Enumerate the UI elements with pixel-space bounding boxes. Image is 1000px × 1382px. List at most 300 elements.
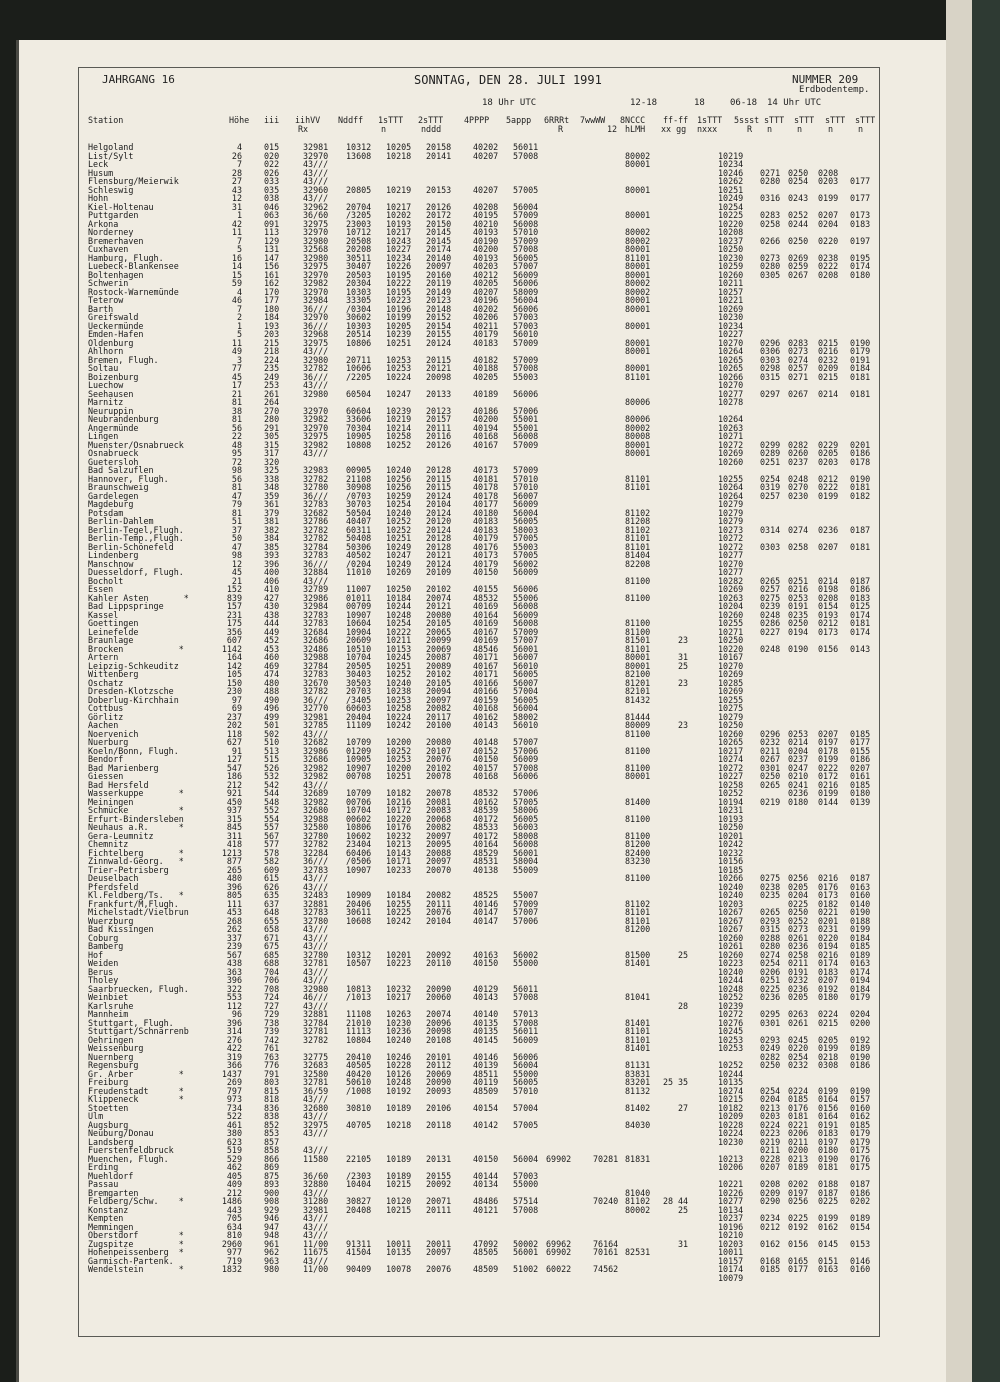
cell-c2: 32784: [303, 541, 329, 552]
cell-c3: 50610: [346, 1077, 372, 1087]
cell-hoe: 59: [231, 278, 242, 288]
cell-c10: 80001: [625, 660, 651, 671]
cell-c7: 56009: [513, 754, 539, 764]
cell-hoe: 1437: [221, 1068, 242, 1079]
cell-hoe: 443: [226, 1204, 242, 1215]
cell-c4: 10269: [386, 567, 412, 577]
cell-c1: 480: [264, 677, 280, 688]
cell-c16: 0251: [788, 575, 809, 586]
cell-c6: 48539: [473, 805, 499, 815]
cell-c1: 177: [264, 295, 280, 305]
station-name: Brocken *: [88, 643, 184, 654]
station-name: Hannover, Flugh.: [88, 473, 169, 484]
cell-c3: 11007: [346, 584, 372, 594]
cell-c2: 32680: [303, 805, 329, 815]
cell-c13: 10221: [718, 295, 744, 305]
cell-c3: 10905: [346, 431, 372, 441]
cell-c1: 427: [264, 592, 280, 603]
cell-c2: 43///: [303, 159, 329, 169]
cell-c5: 20011: [426, 1238, 452, 1249]
cell-c18: 0183: [850, 218, 871, 229]
station-name: Zinnwald-Georg. *: [88, 856, 184, 866]
cell-c18: 0125: [850, 601, 871, 611]
station-name: Wasserkuppe *: [88, 788, 184, 798]
station-name: Leinefelde: [88, 626, 139, 637]
cell-c16: 0181: [788, 1111, 809, 1121]
cell-c18: 0184: [850, 363, 871, 373]
cell-c13: 10273: [718, 524, 744, 535]
cell-c4: 10252: [386, 524, 412, 535]
cell-hoe: 230: [226, 686, 242, 696]
cell-c7: 56005: [513, 516, 539, 526]
cell-c3: 40420: [346, 1068, 372, 1079]
cell-hoe: 81: [231, 507, 242, 518]
cell-c3: 20805: [346, 184, 372, 195]
cell-c7: 57005: [513, 796, 539, 807]
cell-c17: 0145: [818, 1238, 839, 1249]
cell-c3: 10602: [346, 830, 372, 841]
cell-c1: 382: [264, 524, 280, 535]
cell-c16: 0202: [788, 1179, 809, 1189]
cell-c5: 20070: [426, 864, 452, 875]
cell-c7: 57008: [513, 244, 539, 254]
cell-c10: 80001: [625, 439, 651, 450]
col-nddff: Nddff: [338, 115, 364, 125]
cell-hoe: 418: [226, 839, 242, 849]
cell-c10: 82400: [625, 847, 651, 858]
cell-c12: 31: [678, 1238, 689, 1249]
station-name: Braunschweig: [88, 482, 149, 492]
cell-c15: 0223: [760, 1128, 781, 1138]
station-name: Leipzig-Schkeuditz: [88, 660, 179, 671]
cell-hoe: 1: [236, 320, 242, 331]
cell-c4: 10251: [386, 533, 412, 543]
cell-c4: 10189: [386, 1102, 412, 1113]
cell-c13: 10261: [718, 941, 744, 951]
cell-hoe: 973: [226, 1094, 242, 1104]
cell-c6: 40183: [473, 524, 499, 535]
cell-c16: 0176: [788, 1102, 809, 1113]
cell-c6: 40208: [473, 201, 499, 212]
station-name: Gr. Arber *: [88, 1068, 184, 1079]
cell-c1: 131: [264, 244, 280, 254]
cell-c4: 10199: [386, 312, 412, 322]
cell-c6: 40179: [473, 533, 499, 543]
cell-c17: 0156: [818, 1102, 839, 1113]
station-name: Noervenich: [88, 728, 139, 739]
cell-hoe: 111: [226, 898, 242, 909]
cell-c7: 57005: [513, 533, 539, 543]
cell-c17: 0199: [818, 1043, 839, 1053]
cell-c4: 10254: [386, 618, 412, 628]
cell-c10: 80001: [625, 448, 651, 458]
cell-c1: 857: [264, 1136, 280, 1147]
cell-c5: 20069: [426, 643, 452, 654]
cell-hoe: 462: [226, 1162, 242, 1172]
station-name: Nuerburg: [88, 737, 129, 747]
cell-c5: 20145: [426, 227, 452, 237]
cell-c6: 40147: [473, 915, 499, 926]
cell-c18: 0173: [850, 210, 871, 220]
cell-c4: 10172: [386, 805, 412, 815]
cell-c2: 46///: [303, 992, 329, 1002]
cell-c4: 10182: [386, 788, 412, 798]
cell-c10: 80001: [625, 210, 651, 220]
cell-hoe: 356: [226, 626, 242, 637]
cell-c2: 32775: [303, 1051, 329, 1062]
cell-c5: 20080: [426, 737, 452, 747]
cell-c10: 80001: [625, 320, 651, 331]
cell-c7: 56009: [513, 1034, 539, 1045]
cell-c6: 40180: [473, 507, 499, 518]
station-name: Trier-Petrisberg: [88, 864, 169, 875]
cell-hoe: 26: [231, 150, 242, 161]
cell-c13: 10257: [718, 286, 744, 297]
cell-hoe: 363: [226, 966, 242, 977]
cell-c13: 10079: [718, 1272, 744, 1283]
cell-c15: 0293: [760, 1034, 781, 1045]
cell-c4: 10244: [386, 601, 412, 611]
cell-c7: 55006: [513, 592, 539, 603]
cell-c7: 57008: [513, 1204, 539, 1215]
cell-c6: 40178: [473, 482, 499, 492]
cell-c1: 838: [264, 1111, 280, 1121]
cell-c1: 853: [264, 1128, 280, 1138]
cell-c3: 30602: [346, 312, 372, 322]
cell-c18: 0191: [850, 354, 871, 365]
h18-label: 18: [694, 98, 705, 108]
cell-c6: 40210: [473, 218, 499, 229]
cell-c10: 80001: [625, 261, 651, 271]
cell-c17: 0216: [818, 949, 839, 960]
cell-c4: 10202: [386, 210, 412, 220]
cell-hoe: 77: [231, 363, 242, 373]
cell-c16: 0220: [788, 1043, 809, 1053]
cell-c15: 0265: [760, 575, 781, 586]
station-name: Bad Salzuflen: [88, 465, 154, 475]
cell-c17: 0216: [818, 346, 839, 356]
cell-c10: 81101: [625, 533, 651, 543]
cell-c15: 0206: [760, 966, 781, 977]
cell-c16: 0205: [788, 992, 809, 1002]
cell-c17: 0222: [818, 762, 839, 773]
cell-c6: 40183: [473, 516, 499, 526]
cell-c2: 32982: [303, 414, 329, 424]
cell-c3: 10404: [346, 1179, 372, 1189]
cell-c13: 10250: [718, 720, 744, 730]
col-sttt1: sTTT: [764, 115, 785, 125]
cell-c4: 10243: [386, 235, 412, 246]
cell-c2: 32988: [303, 813, 329, 824]
station-name: Bendorf: [88, 754, 124, 764]
cell-c6: 48531: [473, 856, 499, 866]
cell-c3: /0506: [346, 856, 372, 866]
cell-c5: 20118: [426, 1119, 452, 1130]
cell-c1: 430: [264, 601, 280, 611]
cell-c7: 56005: [513, 694, 539, 705]
cell-c2: 36///: [303, 694, 329, 705]
cell-c3: 10704: [346, 652, 372, 662]
cell-c16: 0214: [788, 737, 809, 747]
cell-c6: 40155: [473, 584, 499, 594]
cell-c5: 20124: [426, 337, 452, 348]
cell-c4: 10143: [386, 847, 412, 858]
cell-c3: 30503: [346, 677, 372, 688]
cell-c12: 35: [678, 1077, 689, 1087]
cell-c16: 0156: [788, 1238, 809, 1249]
station-name: Barth: [88, 303, 114, 314]
cell-c2: 32983: [303, 465, 329, 475]
cell-c16: 0241: [788, 779, 809, 790]
cell-c9: 76164: [593, 1238, 619, 1249]
cell-c1: 474: [264, 669, 280, 679]
cell-c2: 43///: [303, 975, 329, 985]
station-name: Bad Hersfeld: [88, 779, 149, 790]
erdboden-label: Erdbodentemp.: [799, 85, 870, 95]
cell-c1: 803: [264, 1077, 280, 1087]
cell-c2: 43///: [303, 1230, 329, 1240]
cell-c15: 0273: [760, 252, 781, 263]
cell-c7: 56005: [513, 813, 539, 824]
station-name: Potsdam: [88, 507, 124, 518]
cell-c17: 0204: [818, 218, 839, 229]
cell-c5: 20081: [426, 796, 452, 807]
cell-c13: 10254: [718, 201, 744, 212]
cell-c3: 33606: [346, 414, 372, 424]
cell-c13: 10270: [718, 337, 744, 348]
cell-c5: 20172: [426, 210, 452, 220]
cell-c4: 10224: [386, 371, 412, 382]
cell-c13: 10242: [718, 839, 744, 849]
cell-c17: 0178: [818, 745, 839, 756]
cell-c4: 10253: [386, 754, 412, 764]
cell-c7: 56008: [513, 218, 539, 229]
station-name: Berlin-Dahlem: [88, 516, 154, 526]
cell-c4: 10214: [386, 422, 412, 433]
cell-c1: 359: [264, 490, 280, 501]
station-name: Leck: [88, 159, 109, 169]
cell-c3: 40705: [346, 1119, 372, 1130]
cell-c16: 0243: [788, 193, 809, 203]
cell-c8: 60022: [546, 1264, 572, 1274]
cell-c16: 0259: [788, 261, 809, 271]
cell-c4: 10193: [386, 218, 412, 229]
cell-c6: 40173: [473, 550, 499, 560]
cell-c1: 738: [264, 1017, 280, 1028]
cell-c18: 0178: [850, 456, 871, 467]
cell-c2: 43///: [303, 1128, 329, 1138]
cell-c7: 56003: [513, 822, 539, 832]
cell-c5: 20083: [426, 805, 452, 815]
cell-hoe: 202: [226, 720, 242, 730]
cell-c16: 0263: [788, 1009, 809, 1019]
cell-c13: 10255: [718, 694, 744, 705]
cell-c7: 57013: [513, 1009, 539, 1019]
cell-c6: 40172: [473, 813, 499, 824]
cell-c6: 40176: [473, 541, 499, 552]
cell-c1: 469: [264, 660, 280, 671]
cell-c3: 10806: [346, 822, 372, 832]
cell-hoe: 567: [226, 949, 242, 960]
cell-c6: 40169: [473, 635, 499, 645]
cell-c2: 32970: [303, 286, 329, 297]
col-iii: iii: [264, 115, 280, 125]
cell-c4: 10220: [386, 813, 412, 824]
cell-c4: 10201: [386, 949, 412, 960]
cell-c6: 48511: [473, 1068, 499, 1079]
cell-c17: 0180: [818, 1145, 839, 1155]
cell-c2: 32881: [303, 898, 329, 909]
cell-c6: 40195: [473, 210, 499, 220]
cell-c6: 48505: [473, 1247, 499, 1257]
cell-c1: 381: [264, 516, 280, 526]
cell-c5: 20093: [426, 1085, 452, 1096]
cell-c13: 10223: [718, 958, 744, 968]
cell-c15: 0303: [760, 541, 781, 552]
cell-c5: 20109: [426, 567, 452, 577]
cell-c16: 0210: [788, 771, 809, 781]
cell-c4: 10218: [386, 1119, 412, 1130]
cell-c1: 193: [264, 320, 280, 331]
cell-c16: 0191: [788, 601, 809, 611]
station-name: Doberlug-Kirchhain: [88, 694, 179, 705]
cell-c10: 80008: [625, 431, 651, 441]
cell-c6: 40135: [473, 1017, 499, 1028]
cell-c10: 81100: [625, 592, 651, 603]
cell-hoe: 98: [231, 465, 242, 475]
cell-c1: 270: [264, 405, 280, 416]
cell-c15: 0251: [760, 456, 781, 467]
cell-hoe: 46: [231, 295, 242, 305]
cell-c17: 0162: [818, 1221, 839, 1232]
cell-c15: 0280: [760, 261, 781, 271]
cell-c13: 10221: [718, 1179, 744, 1189]
cell-c3: /1013: [346, 992, 372, 1002]
cell-c17: 0197: [818, 737, 839, 747]
cell-c15: 0185: [760, 1264, 781, 1274]
cell-hoe: 405: [226, 1170, 242, 1181]
cell-c3: 10606: [346, 363, 372, 373]
cell-c1: 063: [264, 210, 280, 220]
cell-c18: 0157: [850, 1094, 871, 1104]
cell-c1: 203: [264, 329, 280, 339]
cell-c4: 10216: [386, 796, 412, 807]
jahrgang: JAHRGANG 16: [102, 73, 175, 86]
cell-c1: 729: [264, 1009, 280, 1019]
cell-c6: 40200: [473, 414, 499, 424]
cell-c10: 80001: [625, 652, 651, 662]
cell-c17: 0222: [818, 261, 839, 271]
cell-c1: 948: [264, 1230, 280, 1240]
cell-c3: 23003: [346, 218, 372, 229]
station-name: Neubrandenburg: [88, 414, 159, 424]
cell-c7: 56004: [513, 703, 539, 713]
cell-hoe: 519: [226, 1145, 242, 1155]
cell-c13: 10269: [718, 448, 744, 458]
cell-hoe: 2960: [221, 1238, 242, 1249]
station-name: Erding: [88, 1162, 119, 1172]
cell-c4: 10223: [386, 958, 412, 968]
cell-c3: /2205: [346, 371, 372, 382]
cell-c7: 56009: [513, 609, 539, 620]
station-name: Klippeneck *: [88, 1094, 184, 1104]
cell-c5: 20152: [426, 312, 452, 322]
cell-c2: 32783: [303, 609, 329, 620]
cell-c10: 81100: [625, 575, 651, 586]
cell-hoe: 95: [231, 448, 242, 458]
cell-c2: 32968: [303, 329, 329, 339]
cell-c3: 10806: [346, 337, 372, 348]
cell-c2: 32782: [303, 363, 329, 373]
cell-c7: 57009: [513, 354, 539, 365]
cell-c10: 80002: [625, 1204, 651, 1215]
cell-c5: 20078: [426, 788, 452, 798]
cell-c1: 338: [264, 473, 280, 484]
cell-c6: 40147: [473, 907, 499, 917]
cell-c1: 929: [264, 1204, 280, 1215]
cell-c3: 10303: [346, 286, 372, 297]
cell-c2: 32970: [303, 227, 329, 237]
cell-c17: 0172: [818, 771, 839, 781]
utc14-label: 14 Uhr UTC: [767, 98, 822, 108]
cell-c6: 48546: [473, 643, 499, 654]
cell-c1: 526: [264, 762, 280, 773]
cell-c5: 20100: [426, 720, 452, 730]
cell-c3: 11113: [346, 1026, 372, 1036]
cell-hoe: 7: [236, 159, 242, 169]
cell-c5: 20111: [426, 898, 452, 909]
cell-hoe: 627: [226, 737, 242, 747]
cell-c18: 0201: [850, 439, 871, 450]
cell-c16: 0211: [788, 1136, 809, 1147]
cell-c1: 348: [264, 482, 280, 492]
cell-c17: 0208: [818, 167, 839, 178]
cell-c10: 80006: [625, 397, 651, 407]
cell-c15: 0315: [760, 924, 781, 934]
cell-c16: 0204: [788, 890, 809, 900]
col-ihvv: iihVV: [295, 115, 321, 125]
cell-c18: 0186: [850, 584, 871, 594]
cell-c7: 57008: [513, 992, 539, 1002]
cell-c2: 43///: [303, 873, 329, 883]
cell-c1: 557: [264, 822, 280, 832]
cell-c6: 40162: [473, 711, 499, 722]
cell-c7: 57005: [513, 550, 539, 560]
cell-c6: 40182: [473, 354, 499, 365]
cell-hoe: 15: [231, 269, 242, 280]
cell-c17: 0224: [818, 1009, 839, 1019]
station-name: Pferdsfeld: [88, 881, 139, 892]
cell-hoe: 3: [236, 354, 242, 365]
station-name: Wittenberg: [88, 669, 139, 679]
station-name: Weinbiet: [88, 992, 129, 1002]
cell-c11: 28: [663, 1196, 674, 1206]
cell-c10: 80001: [625, 295, 651, 305]
station-name: Essen: [88, 584, 114, 594]
cell-c6: 40171: [473, 652, 499, 662]
cell-c13: 10272: [718, 762, 744, 773]
cell-c17: 0180: [818, 992, 839, 1002]
cell-c18: 0187: [850, 575, 871, 586]
cell-c6: 40167: [473, 660, 499, 671]
cell-c4: 10251: [386, 337, 412, 348]
cell-c2: 36///: [303, 856, 329, 866]
station-name: Flensburg/Meierwik: [88, 176, 179, 186]
cell-hoe: 50: [231, 533, 242, 543]
cell-c3: 00708: [346, 771, 372, 781]
cell-c1: 761: [264, 1043, 280, 1053]
cell-hoe: 937: [226, 805, 242, 815]
